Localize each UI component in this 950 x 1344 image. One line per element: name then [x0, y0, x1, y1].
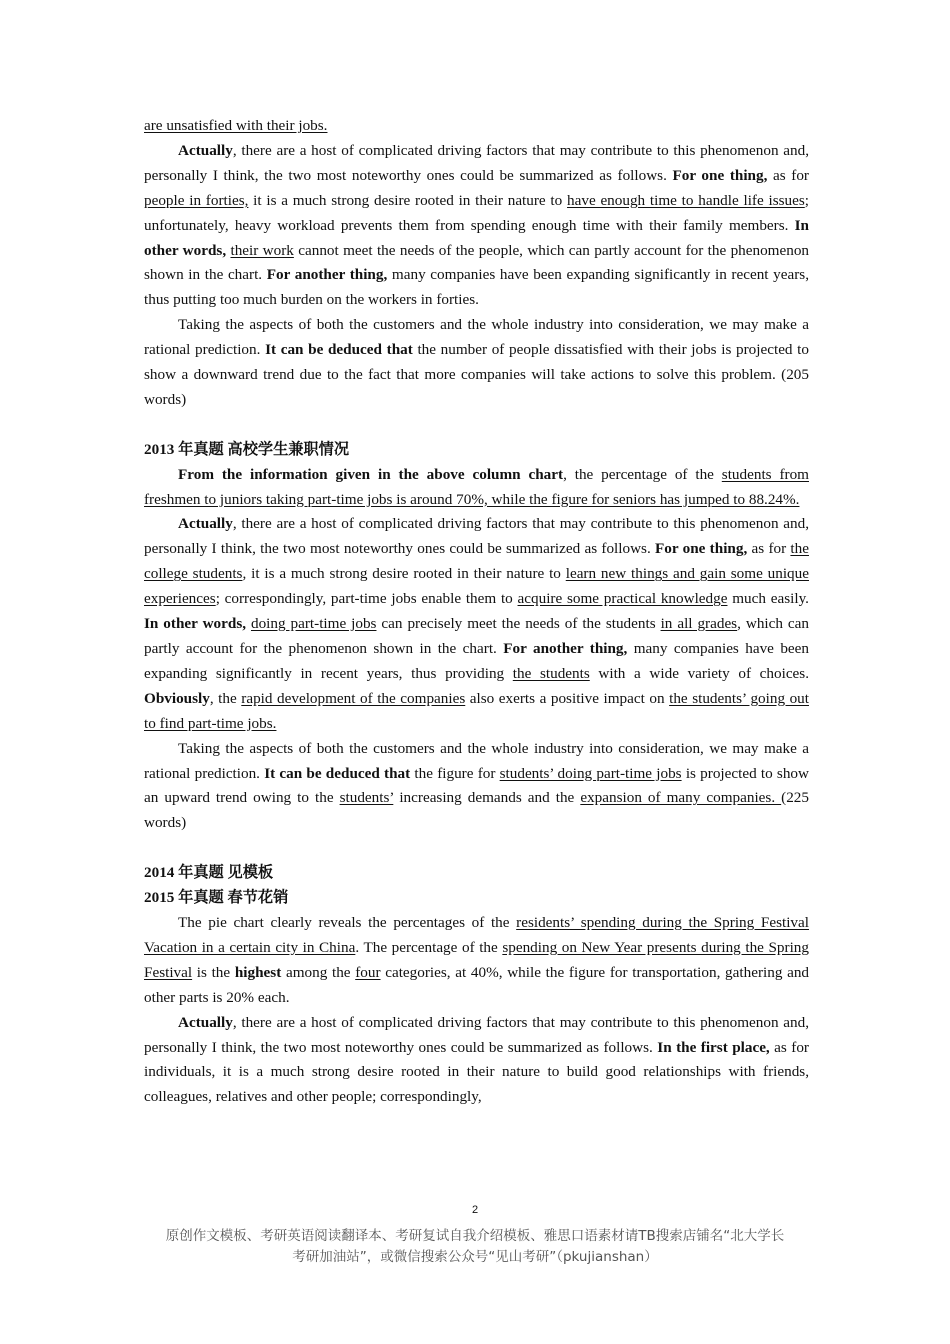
paragraph-reasons-2015: Actually, there are a host of complicated driving factors that may contribute to this phenomenon and, personally I think, the two most noteworthy ones could be summarized as follows. In the first place, as for individuals, it is a much strong desire rooted in their nature to build good relationships with friends, colleagues, relatives and other people; correspondingly, [144, 1013, 809, 1106]
page-footer [120, 1226, 830, 1268]
paragraph-description-2013: From the information given in the above column chart, the percentage of the students from freshmen to juniors taking part-time jobs is around 70%, while the figure for seniors has jumped to 88.24%. [144, 465, 809, 508]
page-number: 2 [471, 1204, 479, 1216]
paragraph-continuation: are unsatisfied with their jobs. [144, 117, 328, 134]
paragraph-prediction-2013: Taking the aspects of both the customers and the whole industry into consideration, we may make a rational prediction. It can be deduced that the figure for students’ doing part-time jobs is projected to show an upward trend owing to the students’ increasing demands and the expansion of many companies. (225 words) [144, 739, 809, 832]
paragraph-reasons-2012: Actually, there are a host of complicated driving factors that may contribute to this phenomenon and, personally I think, the two most noteworthy ones could be summarized as follows. For one thing, as for people in forties, it is a much strong desire rooted in their nature to have enough time to handle life issues; unfortunately, heavy workload prevents them from spending enough time with their family members. In other words, their work cannot meet the needs of the people, which can partly account for the phenomenon shown in the chart. For another thing, many companies have been expanding significantly in recent years, thus putting too much burden on the workers in forties. [144, 141, 810, 309]
spacer [144, 413, 809, 438]
paragraph-description-2015: The pie chart clearly reveals the percentages of the residents’ spending during the Spring Festival Vacation in a certain city in China. The percentage of the spending on New Year presents during the Spring Festival is the highest among the four categories, at 40%, while the figure for transportation, gathering and other parts is 20% each. [144, 913, 810, 1006]
paragraph-reasons-2013: Actually, there are a host of complicated driving factors that may contribute to this phenomenon and, personally I think, the two most noteworthy ones could be summarized as follows. For one thing, as for the college students, it is a much strong desire rooted in their nature to learn new things and gain some unique experiences; correspondingly, part-time jobs enable them to acquire some practical knowledge much easily. In other words, doing part-time jobs can precisely meet the needs of the students in all grades, which can partly account for the phenomenon shown in the chart. For another thing, many companies have been expanding significantly in recent years, thus providing the students with a wide variety of choices. Obviously, the rapid development of the companies also exerts a positive impact on the students’ going out to find part-time jobs. [144, 515, 810, 732]
document-body [144, 114, 809, 1110]
heading-2014: 2014 年真题 见模板 [144, 864, 274, 882]
spacer [144, 836, 809, 861]
heading-2015: 2015 年真题 春节花销 [144, 889, 289, 907]
heading-2013: 2013 年真题 高校学生兼职情况 [144, 440, 350, 458]
footer-line: 原创作文模板、考研英语阅读翻译本、考研复试自我介绍模板、雅思口语素材请TB搜索店铺名“北大学长 [165, 1228, 785, 1244]
footer-line: 考研加油站”，或微信搜索公众号“见山考研”（pkujianshan） [292, 1249, 658, 1265]
paragraph-prediction-2012: Taking the aspects of both the customers and the whole industry into consideration, we may make a rational prediction. It can be deduced that the number of people dissatisfied with their jobs is projected to show a downward trend due to the fact that more companies will take actions to solve this problem. (205 words) [144, 316, 809, 408]
